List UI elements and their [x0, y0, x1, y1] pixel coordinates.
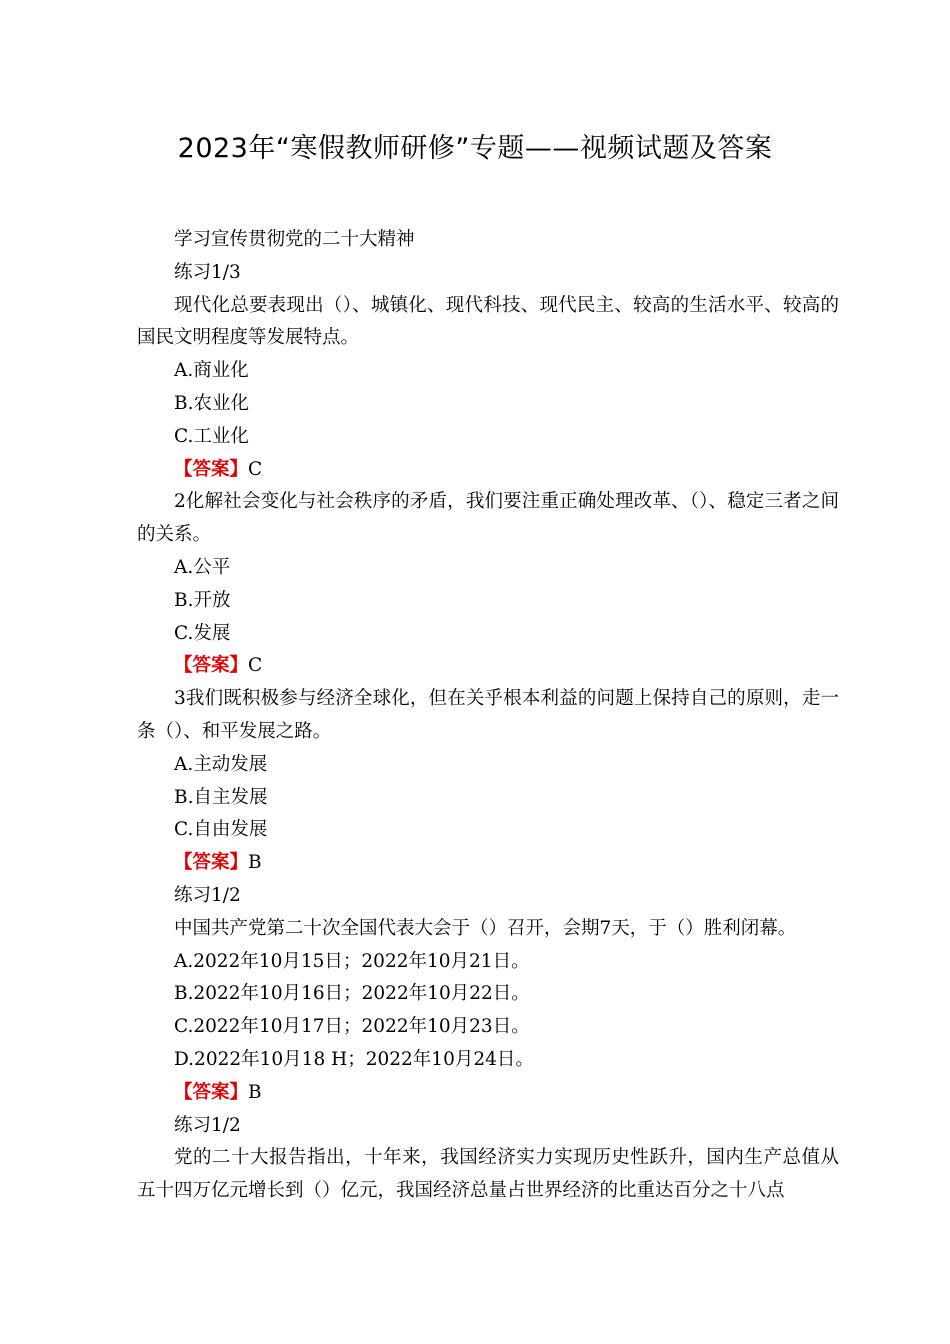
option: C.发展	[174, 622, 231, 644]
answer-tag: 【答案】	[174, 852, 249, 874]
option: A.主动发展	[174, 753, 268, 775]
document-title: 2023年“寒假教师研修”专题——视频试题及答案	[177, 133, 773, 164]
practice-label: 练习1/2	[174, 1114, 241, 1136]
answer-line	[137, 454, 839, 487]
answer-tag: 【答案】	[174, 1081, 249, 1103]
option: C.自由发展	[174, 819, 268, 841]
question-text: 3我们既积极参与经济全球化，但在关乎根本利益的问题上保持自己的原则，走一条（）、和平发展之路。	[137, 688, 839, 742]
answer-value: C	[248, 655, 263, 677]
practice-label: 练习1/3	[174, 261, 241, 283]
answer-line	[137, 650, 839, 683]
option: B.开放	[174, 589, 231, 611]
answer-value: B	[248, 1081, 262, 1103]
section-heading: 学习宣传贯彻党的二十大精神	[174, 229, 415, 250]
answer-line	[137, 1077, 839, 1110]
option: D.2022年10月18 H；2022年10月24日。	[174, 1048, 534, 1070]
document-body	[137, 224, 839, 1208]
option: C.2022年10月17日；2022年10月23日。	[174, 1016, 530, 1038]
option: A.商业化	[174, 360, 249, 382]
practice-label: 练习1/2	[174, 884, 241, 906]
option: B.2022年10月16日；2022年10月22日。	[174, 983, 530, 1005]
answer-value: B	[248, 852, 262, 874]
question-text: 中国共产党第二十次全国代表大会于（）召开，会期7天，于（）胜利闭幕。	[174, 917, 797, 939]
option: A.公平	[174, 556, 231, 578]
answer-line	[137, 847, 839, 880]
option: B.自主发展	[174, 786, 268, 808]
answer-tag: 【答案】	[174, 458, 249, 480]
option: C.工业化	[174, 425, 249, 447]
option: B.农业化	[174, 392, 249, 414]
question-text: 党的二十大报告指出，十年来，我国经济实力实现历史性跃升，国内生产总值从五十四万亿元增长到（）亿元，我国经济总量占世界经济的比重达百分之十八点	[137, 1147, 839, 1202]
answer-value: C	[248, 458, 263, 480]
question-text: 2化解社会变化与社会秩序的矛盾，我们要注重正确处理改革、（）、稳定三者之间的关系。	[137, 491, 839, 546]
option: A.2022年10月15日；2022年10月21日。	[174, 950, 530, 972]
question-text: 现代化总要表现出（）、城镇化、现代科技、现代民主、较高的生活水平、较高的国民文明程度等发展特点。	[137, 294, 839, 349]
answer-tag: 【答案】	[174, 655, 249, 677]
